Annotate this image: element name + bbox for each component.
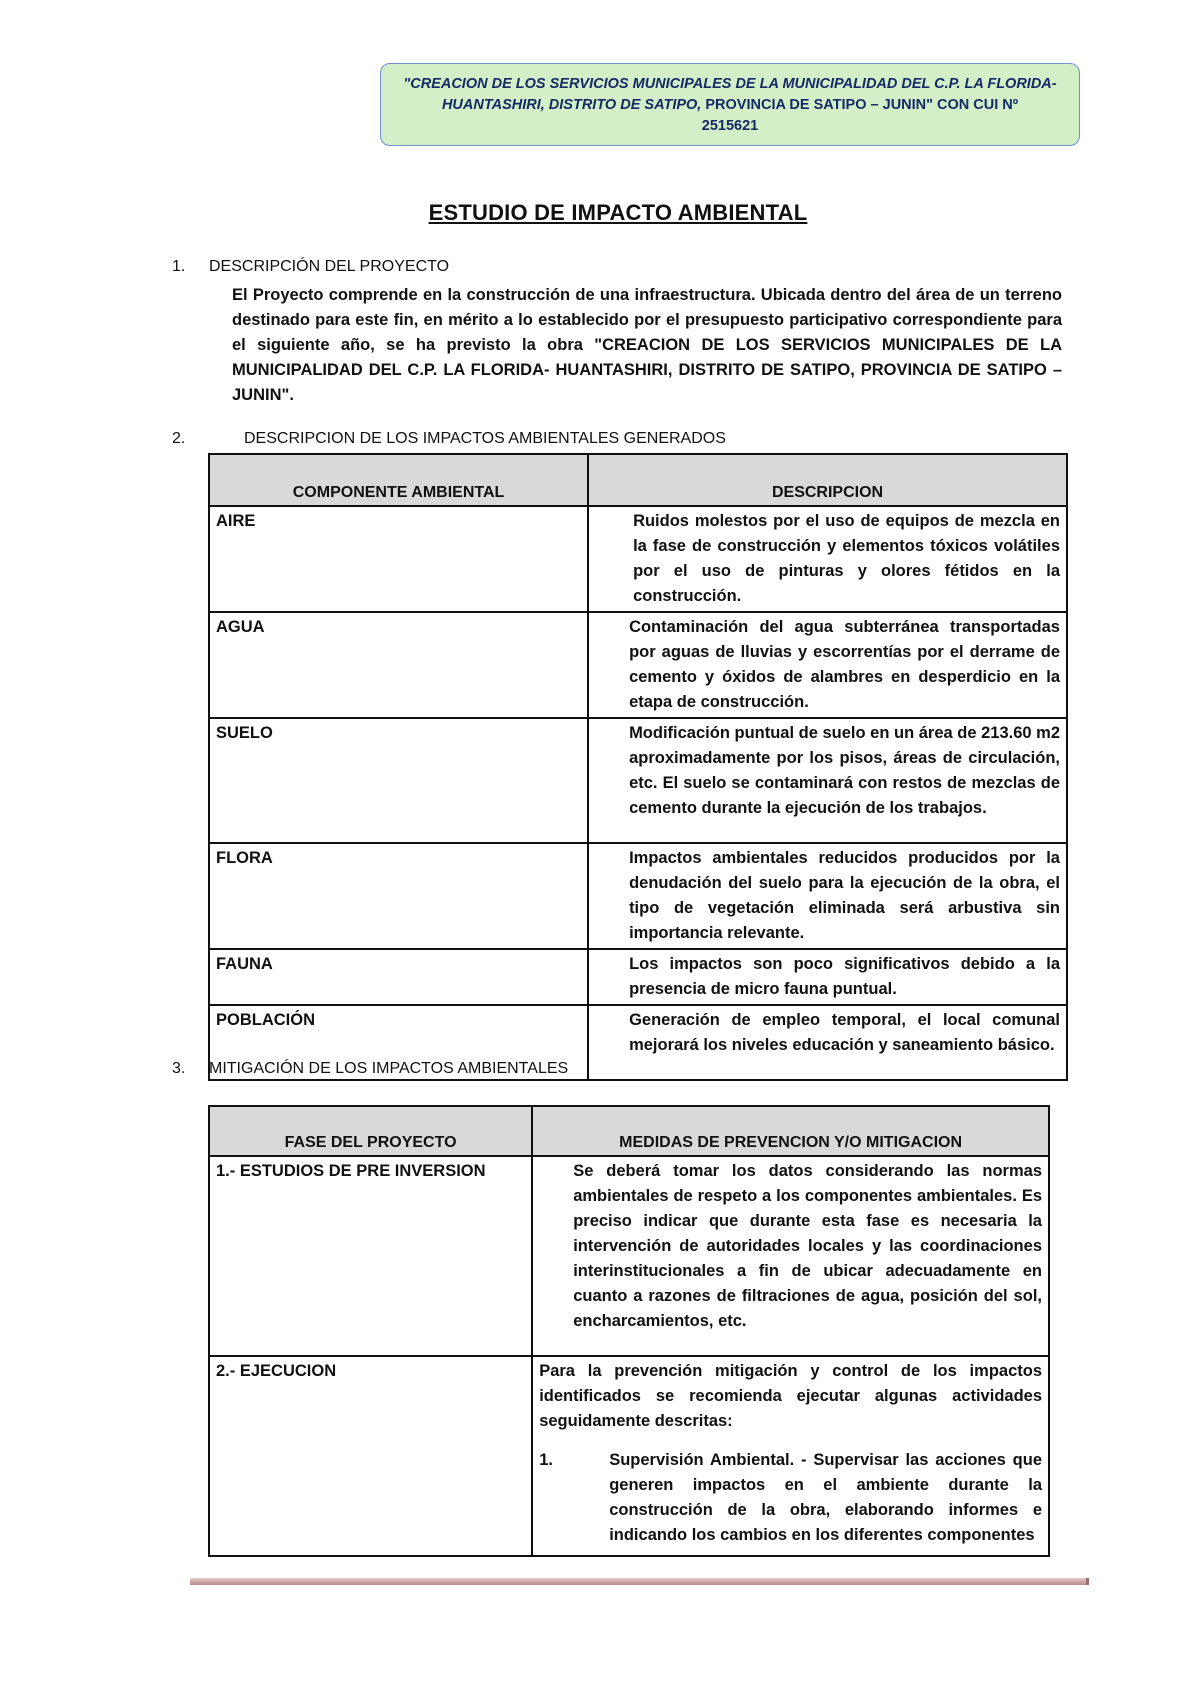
mitigation-table [208, 1105, 1050, 1557]
mitigation-measure-execution [532, 1356, 1049, 1556]
section-2-number: 2. [172, 430, 186, 447]
impact-description: Modificación puntual de suelo en un área de 213.60 m2 aproximadamente por los pisos, áreas de circulación, etc. El suelo se contaminará con restos de mezclas de cemento durante la ejecución de los trabajos. [588, 718, 1067, 843]
impact-component: SUELO [209, 718, 588, 843]
impacts-col-description: DESCRIPCION [588, 454, 1067, 506]
impact-component: AIRE [209, 506, 588, 612]
document-title: ESTUDIO DE IMPACTO AMBIENTAL [428, 200, 808, 225]
header-line-2 [403, 95, 1057, 116]
section-1-body: El Proyecto comprende en la construcción de una infraestructura. Ubicada dentro del área de un terreno destinado para este fin, en mérito a lo establecido por el presupuesto participativo correspondiente para el siguiente año, se ha previsto la obra "CREACION DE LOS SERVICIOS MUNICIPALES DE LA MUNICIPALIDAD DEL C.P. LA FLORIDA- HUANTASHIRI, DISTRITO DE SATIPO, PROVINCIA DE SATIPO – JUNIN". [232, 286, 1062, 404]
mitigation-phase: 2.- EJECUCION [209, 1356, 532, 1556]
page-footer-rule [190, 1578, 1089, 1585]
mitigation-col-measures: MEDIDAS DE PREVENCION Y/O MITIGACION [532, 1106, 1049, 1156]
impact-component: FLORA [209, 843, 588, 949]
section-3-number: 3. [172, 1060, 186, 1077]
section-2-heading: DESCRIPCION DE LOS IMPACTOS AMBIENTALES GENERADOS [244, 430, 726, 447]
header-cui: 2515621 [701, 118, 759, 134]
impacts-col-component: COMPONENTE AMBIENTAL [209, 454, 588, 506]
table-row [209, 612, 1067, 718]
table-row [209, 506, 1067, 612]
table-row [209, 1156, 1049, 1356]
impact-description: Impactos ambientales reducidos producidos por la denudación del suelo para la ejecución de la obra, el tipo de vegetación eliminada será arbustiva sin importancia relevante. [588, 843, 1067, 949]
execution-intro: Para la prevención mitigación y control de los impactos identificados se recomienda ejecutar algunas actividades seguidamente descritas: [539, 1362, 1042, 1430]
impact-component: POBLACIÓN [209, 1005, 588, 1080]
impact-description: Los impactos son poco significativos debido a la presencia de micro fauna puntual. [588, 949, 1067, 1005]
section-3-heading: MITIGACIÓN DE LOS IMPACTOS AMBIENTALES [209, 1060, 569, 1077]
table-row [209, 1356, 1049, 1556]
mitigation-measure: Se deberá tomar los datos considerando las normas ambientales de respeto a los componentes ambientales. Es preciso indicar que durante esta fase es necesaria la intervención de autoridades locales y las coordinaciones interinstitucionales a fin de ubicar adecuadamente en cuanto a razones de filtraciones de agua, posición del sol, encharcamientos, etc. [532, 1156, 1049, 1356]
project-header-box [380, 63, 1080, 146]
section-1-heading: DESCRIPCIÓN DEL PROYECTO [209, 258, 450, 275]
impact-description: Generación de empleo temporal, el local comunal mejorará los niveles educación y saneamiento básico. [588, 1005, 1067, 1080]
impacts-table [208, 453, 1068, 1081]
mitigation-col-phase: FASE DEL PROYECTO [209, 1106, 532, 1156]
list-item [539, 1448, 1042, 1548]
header-line-2-c: CON CUI Nº [933, 97, 1019, 113]
section-1-number: 1. [172, 258, 186, 275]
table-row [209, 843, 1067, 949]
impact-description: Contaminación del agua subterránea transportadas por aguas de lluvias y escorrentías por el derrame de cemento y óxidos de alambres en desperdicio en la etapa de construcción. [588, 612, 1067, 718]
list-item-number: 1. [539, 1451, 553, 1469]
mitigation-phase: 1.- ESTUDIOS DE PRE INVERSION [209, 1156, 532, 1356]
list-item-text: Supervisión Ambiental. - Supervisar las acciones que generen impactos en el ambiente durante la construcción de la obra, elaborando informes e indicando los cambios en los diferentes componentes [609, 1451, 1042, 1544]
impact-component: AGUA [209, 612, 588, 718]
table-row [209, 718, 1067, 843]
header-line-2-b: PROVINCIA DE SATIPO – JUNIN" [705, 97, 934, 113]
impact-component: FAUNA [209, 949, 588, 1005]
header-line-1: "CREACION DE LOS SERVICIOS MUNICIPALES DE LA MUNICIPALIDAD DEL C.P. LA FLORIDA- [403, 76, 1057, 92]
header-line-2-a: HUANTASHIRI, DISTRITO DE SATIPO, [441, 97, 706, 113]
impact-description: Ruidos molestos por el uso de equipos de mezcla en la fase de construcción y elementos tóxicos volátiles por el uso de pinturas y olores fétidos en la construcción. [588, 506, 1067, 612]
table-row [209, 949, 1067, 1005]
